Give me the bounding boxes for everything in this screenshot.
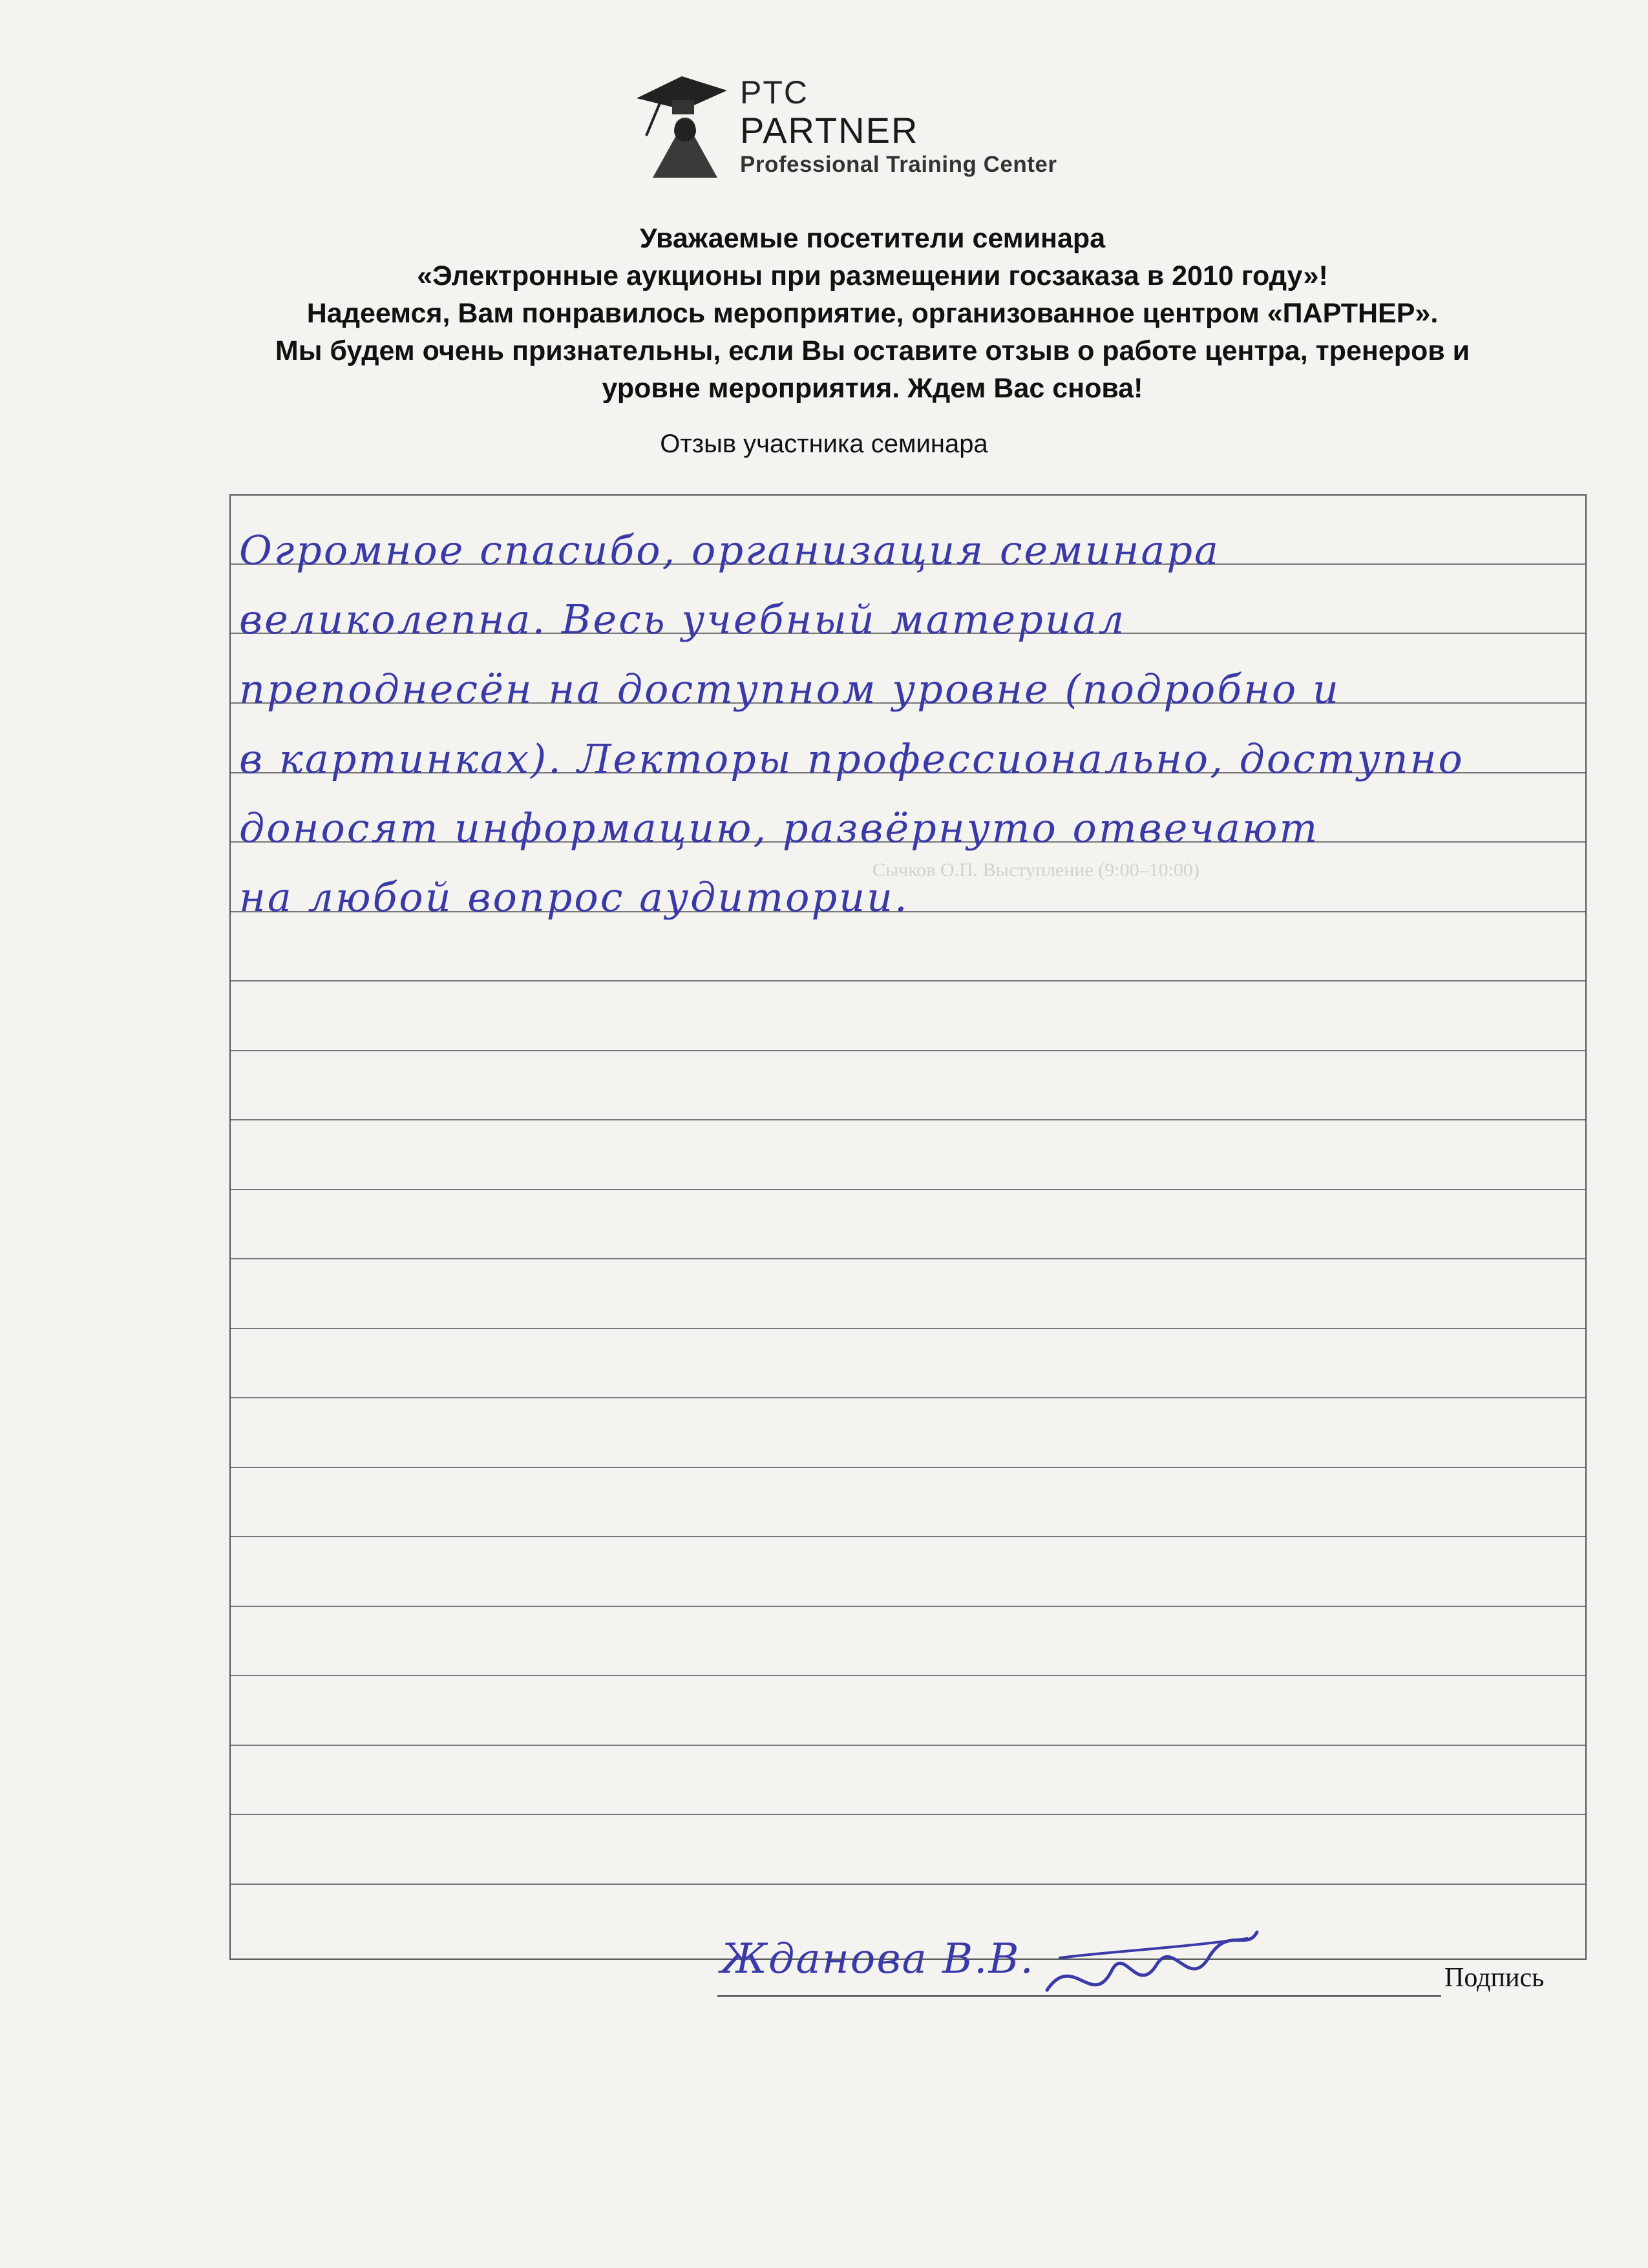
heading-line: «Электронные аукционы при размещении госзаказа в 2010 году»!	[417, 260, 1328, 291]
ruled-line	[231, 1397, 1585, 1398]
heading-line: Уважаемые посетители семинара	[639, 223, 1106, 254]
ruled-line	[231, 1745, 1585, 1746]
review-line: преподнесён на доступном уровне (подробно и	[239, 666, 1340, 713]
review-line: Огромное спасибо, организация семинара	[239, 527, 1221, 574]
ruled-line	[231, 1258, 1585, 1259]
review-line: доносят информацию, развёрнуто отвечают	[239, 804, 1320, 852]
logo-subtitle: Professional Training Center	[740, 152, 1057, 177]
ruled-line	[231, 1328, 1585, 1329]
ruled-line	[231, 980, 1585, 982]
review-line: на любой вопрос аудитории.	[239, 874, 909, 921]
heading-line: Надеемся, Вам понравилось мероприятие, организованное центром «ПАРТНЕР».	[306, 298, 1439, 329]
ruled-line	[231, 1606, 1585, 1607]
signature-label: Подпись	[1444, 1963, 1545, 1993]
ruled-line	[231, 1050, 1585, 1051]
signature-line	[717, 1995, 1441, 1997]
ruled-line	[231, 1119, 1585, 1120]
ruled-line	[231, 1189, 1585, 1190]
ptc-partner-logo	[633, 71, 1125, 187]
bleed-through: Сычков О.П. Выступление (9:00–10:00)	[872, 859, 1199, 881]
review-line: в картинках). Лекторы профессионально, доступно	[239, 735, 1464, 782]
logo-partner: PARTNER	[740, 110, 919, 151]
logo-ptc: PTC	[740, 74, 808, 110]
graduation-cap-icon	[633, 71, 737, 184]
review-box	[229, 494, 1587, 1960]
signer-name: Жданова В.В.	[721, 1935, 1035, 1983]
ruled-line	[231, 1884, 1585, 1885]
seminar-heading	[194, 220, 1551, 407]
review-line: великолепна. Весь учебный материал	[239, 596, 1126, 643]
heading-line: Мы будем очень признательны, если Вы оставите отзыв о работе центра, тренеров и	[275, 335, 1470, 366]
heading-line: уровне мероприятия. Ждем Вас снова!	[602, 373, 1143, 404]
ruled-line	[231, 1814, 1585, 1815]
ruled-line	[231, 1675, 1585, 1676]
ruled-line	[231, 1536, 1585, 1537]
form-label: Отзыв участника семинара	[660, 430, 988, 458]
ruled-line	[231, 1467, 1585, 1468]
